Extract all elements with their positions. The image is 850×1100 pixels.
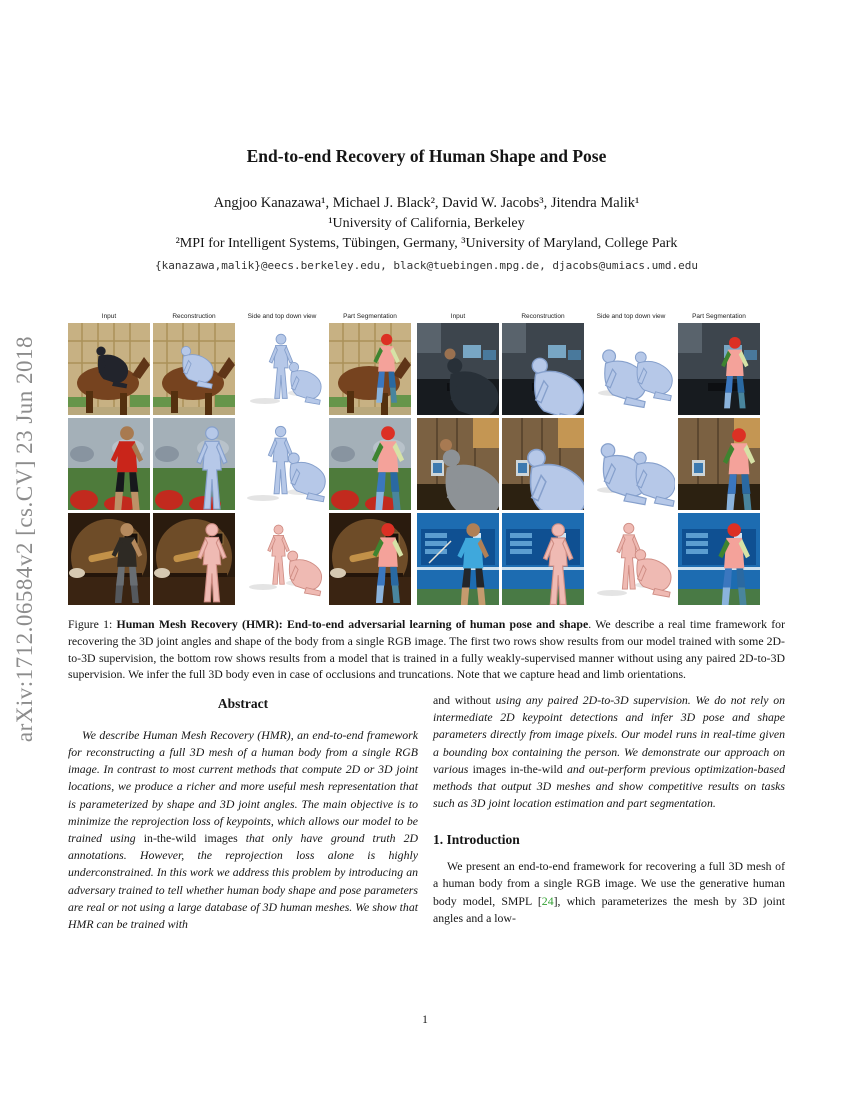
arxiv-watermark: arXiv:1712.06584v2 [cs.CV] 23 Jun 2018 — [12, 335, 37, 743]
side-top-view-man-at-computer — [587, 323, 675, 415]
citation-link-24[interactable]: 24 — [541, 893, 554, 908]
abstract-text-roman: in-the-wild images — [143, 831, 238, 846]
affiliation-1: ¹University of California, Berkeley — [328, 216, 525, 231]
author-line: Angjoo Kanazawa¹, Michael J. Black², David W. Jacobs³, Jitendra Malik¹ — [213, 195, 640, 211]
part-segmentation-horse-rider — [329, 323, 411, 415]
page-content — [68, 0, 785, 933]
abstract-paragraph-right — [433, 692, 785, 813]
photo-man-bending-input — [417, 418, 499, 510]
abstract-text: We describe Human Mesh Recovery (HMR), an end-to-end framework for reconstructing a full 3D mesh of a human body from a single RGB image. In contrast to most current methods that compute 2D or 3D joint locations, we produce a richer and more useful mesh representation that is parameterized by shape and 3D joint angles. The main objective is to minimize the reprojection loss of keypoints, which allows our model to be trained using — [68, 727, 418, 846]
abstract-text: and out-perform previous optimization-based methods that output 3D meshes and show competitive results on tasks such as 3D joint location estimation and part segmentation. — [433, 761, 786, 811]
mesh-overlay-man-bending — [502, 418, 584, 510]
photo-horse-rider-input — [68, 323, 150, 415]
side-top-view-badminton-player — [587, 513, 675, 605]
part-segmentation-man-bending — [678, 418, 760, 510]
abstract-paragraph-left — [68, 727, 418, 934]
figure-group-left — [68, 308, 411, 605]
mesh-overlay-horse-rider — [153, 323, 235, 415]
abstract-text: that only have ground truth 2D annotations. However, the reprojection loss alone is highly underconstrained. In this work we address this problem by introducing an adversary trained to tell whether human body shape and pose parameters are real or not using a large database of 3D human meshes. We show that HMR can be trained with — [68, 831, 418, 932]
two-column-body — [68, 692, 785, 933]
side-top-view-rugby-player — [238, 418, 326, 510]
right-column — [433, 692, 785, 933]
column-header-reconstruction: Reconstruction — [521, 312, 565, 320]
abstract-text-roman: images in-the-wild — [472, 761, 563, 776]
column-header-part-segmentation: Part Segmentation — [692, 312, 746, 320]
part-segmentation-rugby-player — [329, 418, 411, 510]
photo-rugby-player-input — [68, 418, 150, 510]
caption-bold-title: Human Mesh Recovery (HMR): End-to-end adversarial learning of human pose and shape — [116, 617, 589, 631]
mesh-overlay-guitar-player — [153, 513, 235, 605]
intro-text: We present an end-to-end framework for recovering a full 3D mesh of a human body from a single RGB image. We use the generative human body model, SMPL [ — [433, 859, 785, 908]
mesh-overlay-badminton-player — [502, 513, 584, 605]
caption-body: . We describe a real time framework for recovering the 3D joint angles and shape of the body from a single RGB image. The first two rows show results from our model trained with some 2D-to-3D supervision, the bottom row shows results from a model that is trained in a fully weakly-supervised manner without using any paired 2D-to-3D supervision. We infer the full 3D body even in case of occlusions and truncations. Note that we capture head and limb orientations. — [68, 617, 785, 682]
photo-guitar-player-input — [68, 513, 150, 605]
abstract-heading: Abstract — [217, 696, 269, 711]
figure-1-caption — [68, 616, 785, 683]
part-segmentation-guitar-player — [329, 513, 411, 605]
side-top-view-horse-rider — [238, 323, 326, 415]
author-emails: {kanazawa,malik}@eecs.berkeley.edu, black@tuebingen.mpg.de, djacobs@umiacs.umd.edu — [154, 259, 699, 272]
affiliation-2: ²MPI for Intelligent Systems, Tübingen, Germany, ³University of Maryland, College Park — [175, 236, 678, 251]
column-header-side-top-view: Side and top down view — [247, 312, 317, 320]
column-header-input: Input — [450, 312, 466, 320]
part-segmentation-badminton-player — [678, 513, 760, 605]
column-header-reconstruction: Reconstruction — [172, 312, 216, 320]
figure-label: Figure 1: — [68, 617, 117, 631]
figure-group-right — [417, 308, 760, 605]
abstract-text-roman: and without — [433, 693, 496, 707]
intro-text: ], which parameterizes the mesh by 3D joint angles and a low- — [433, 893, 785, 925]
part-segmentation-man-at-computer — [678, 323, 760, 415]
column-header-side-top-view: Side and top down view — [596, 312, 666, 320]
column-header-input: Input — [101, 312, 117, 320]
mesh-overlay-man-at-computer — [502, 323, 584, 415]
left-column — [68, 692, 418, 933]
section-1-heading: 1. Introduction — [433, 831, 520, 847]
paper-title: End-to-end Recovery of Human Shape and Pose — [246, 146, 607, 166]
page-number: 1 — [422, 1014, 428, 1026]
abstract-text: using any paired 2D-to-3D supervision. We do not rely on intermediate 2D keypoint detections and infer 3D pose and shape parameters directly from image pixels. Our model runs in real-time given a bounding box containing the person. We demonstrate our approach on various — [433, 693, 786, 776]
photo-badminton-player-input — [417, 513, 499, 605]
photo-man-at-computer-input — [417, 323, 499, 415]
side-top-view-man-bending — [587, 418, 675, 510]
mesh-overlay-rugby-player — [153, 418, 235, 510]
figure-1 — [68, 308, 785, 605]
side-top-view-guitar-player — [238, 513, 326, 605]
introduction-paragraph — [433, 858, 785, 927]
column-header-part-segmentation: Part Segmentation — [343, 312, 397, 320]
